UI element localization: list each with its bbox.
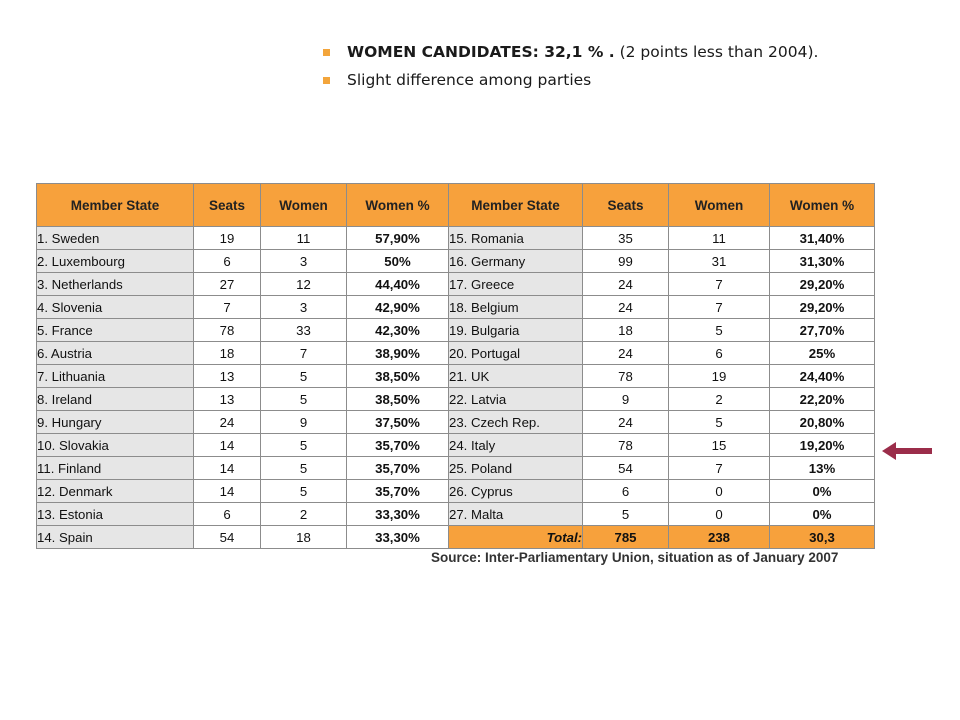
women-pct-cell: 50%	[347, 250, 449, 273]
women-pct-cell: 29,20%	[770, 296, 875, 319]
member-state-cell: 3. Netherlands	[37, 273, 194, 296]
seats-cell: 24	[194, 411, 261, 434]
women-cell: 6	[669, 342, 770, 365]
women-cell: 33	[261, 319, 347, 342]
women-cell: 19	[669, 365, 770, 388]
seats-cell: 14	[194, 434, 261, 457]
member-state-cell: 6. Austria	[37, 342, 194, 365]
seats-cell: 54	[583, 457, 669, 480]
seats-cell: 18	[583, 319, 669, 342]
bullet-marker	[323, 49, 330, 56]
member-state-cell: 16. Germany	[449, 250, 583, 273]
member-state-cell: 27. Malta	[449, 503, 583, 526]
bullet-bold-text: WOMEN CANDIDATES: 32,1 % .	[347, 43, 615, 61]
table-row-total	[37, 526, 875, 549]
header-women: Women	[669, 184, 770, 227]
member-state-cell: 17. Greece	[449, 273, 583, 296]
bullet-rest-text: (2 points less than 2004).	[614, 43, 819, 61]
women-cell: 18	[261, 526, 347, 549]
member-state-cell: 20. Portugal	[449, 342, 583, 365]
seats-cell: 24	[583, 296, 669, 319]
women-pct-cell: 38,50%	[347, 365, 449, 388]
header-women-pct: Women %	[770, 184, 875, 227]
header-women: Women	[261, 184, 347, 227]
women-cell: 5	[669, 411, 770, 434]
women-pct-cell: 35,70%	[347, 480, 449, 503]
seats-cell: 13	[194, 365, 261, 388]
total-label-cell: Total:	[449, 526, 583, 549]
seats-cell: 54	[194, 526, 261, 549]
women-cell: 7	[261, 342, 347, 365]
women-cell: 2	[669, 388, 770, 411]
women-cell: 11	[669, 227, 770, 250]
table-row	[37, 503, 875, 526]
seats-cell: 14	[194, 457, 261, 480]
member-state-cell: 7. Lithuania	[37, 365, 194, 388]
member-state-cell: 23. Czech Rep.	[449, 411, 583, 434]
women-pct-cell: 22,20%	[770, 388, 875, 411]
seats-cell: 7	[194, 296, 261, 319]
table-row	[37, 388, 875, 411]
table-row	[37, 434, 875, 457]
women-pct-cell: 42,90%	[347, 296, 449, 319]
member-state-cell: 14. Spain	[37, 526, 194, 549]
women-cell: 7	[669, 273, 770, 296]
total-pct-cell: 30,3	[770, 526, 875, 549]
header-member-state: Member State	[449, 184, 583, 227]
women-cell: 12	[261, 273, 347, 296]
table-row	[37, 227, 875, 250]
seats-cell: 24	[583, 273, 669, 296]
member-state-cell: 1. Sweden	[37, 227, 194, 250]
seats-cell: 6	[194, 250, 261, 273]
women-pct-cell: 57,90%	[347, 227, 449, 250]
women-pct-cell: 37,50%	[347, 411, 449, 434]
member-state-cell: 5. France	[37, 319, 194, 342]
seats-cell: 14	[194, 480, 261, 503]
women-pct-cell: 20,80%	[770, 411, 875, 434]
table-row	[37, 365, 875, 388]
seats-cell: 24	[583, 411, 669, 434]
seats-cell: 24	[583, 342, 669, 365]
women-pct-cell: 42,30%	[347, 319, 449, 342]
women-pct-cell: 24,40%	[770, 365, 875, 388]
table-row	[37, 457, 875, 480]
women-cell: 5	[261, 365, 347, 388]
member-state-cell: 9. Hungary	[37, 411, 194, 434]
women-pct-cell: 33,30%	[347, 526, 449, 549]
header-seats: Seats	[194, 184, 261, 227]
bullet-text	[347, 43, 818, 61]
bullet-marker	[323, 77, 330, 84]
member-state-cell: 12. Denmark	[37, 480, 194, 503]
member-state-cell: 8. Ireland	[37, 388, 194, 411]
women-pct-cell: 44,40%	[347, 273, 449, 296]
women-cell: 3	[261, 250, 347, 273]
table-body	[37, 227, 875, 549]
member-state-cell: 19. Bulgaria	[449, 319, 583, 342]
women-cell: 15	[669, 434, 770, 457]
women-pct-cell: 29,20%	[770, 273, 875, 296]
seats-cell: 9	[583, 388, 669, 411]
seats-cell: 6	[583, 480, 669, 503]
women-pct-cell: 35,70%	[347, 434, 449, 457]
source-note: Source: Inter-Parliamentary Union, situation as of January 2007	[431, 550, 839, 565]
women-pct-cell: 19,20%	[770, 434, 875, 457]
bullet-item	[323, 38, 818, 66]
table-row	[37, 273, 875, 296]
header-member-state: Member State	[37, 184, 194, 227]
member-state-cell: 26. Cyprus	[449, 480, 583, 503]
bullet-item	[323, 66, 818, 94]
women-pct-cell: 38,90%	[347, 342, 449, 365]
seats-cell: 78	[583, 365, 669, 388]
women-pct-cell: 31,40%	[770, 227, 875, 250]
women-cell: 3	[261, 296, 347, 319]
women-cell: 5	[261, 480, 347, 503]
member-state-cell: 24. Italy	[449, 434, 583, 457]
women-pct-cell: 38,50%	[347, 388, 449, 411]
table-row	[37, 480, 875, 503]
member-state-cell: 25. Poland	[449, 457, 583, 480]
member-state-cell: 22. Latvia	[449, 388, 583, 411]
table-row	[37, 296, 875, 319]
seats-cell: 78	[583, 434, 669, 457]
seats-cell: 6	[194, 503, 261, 526]
total-seats-cell: 785	[583, 526, 669, 549]
women-pct-cell: 27,70%	[770, 319, 875, 342]
seats-cell: 19	[194, 227, 261, 250]
women-cell: 7	[669, 457, 770, 480]
seats-cell: 18	[194, 342, 261, 365]
women-seats-table	[36, 183, 875, 549]
member-state-cell: 15. Romania	[449, 227, 583, 250]
women-cell: 31	[669, 250, 770, 273]
women-cell: 11	[261, 227, 347, 250]
table-row	[37, 250, 875, 273]
table-row	[37, 411, 875, 434]
total-women-cell: 238	[669, 526, 770, 549]
table-row	[37, 319, 875, 342]
women-cell: 0	[669, 480, 770, 503]
member-state-cell: 10. Slovakia	[37, 434, 194, 457]
table-header-row	[37, 184, 875, 227]
seats-cell: 35	[583, 227, 669, 250]
women-cell: 5	[669, 319, 770, 342]
seats-cell: 27	[194, 273, 261, 296]
women-cell: 0	[669, 503, 770, 526]
bullet-text: Slight difference among parties	[347, 71, 592, 89]
women-pct-cell: 13%	[770, 457, 875, 480]
women-pct-cell: 25%	[770, 342, 875, 365]
member-state-cell: 13. Estonia	[37, 503, 194, 526]
women-pct-cell: 35,70%	[347, 457, 449, 480]
women-pct-cell: 33,30%	[347, 503, 449, 526]
women-pct-cell: 31,30%	[770, 250, 875, 273]
left-arrow-icon	[882, 440, 934, 462]
seats-cell: 5	[583, 503, 669, 526]
member-state-cell: 4. Slovenia	[37, 296, 194, 319]
women-cell: 2	[261, 503, 347, 526]
member-state-cell: 21. UK	[449, 365, 583, 388]
member-state-cell: 11. Finland	[37, 457, 194, 480]
women-cell: 7	[669, 296, 770, 319]
header-women-pct: Women %	[347, 184, 449, 227]
table-row	[37, 342, 875, 365]
seats-cell: 13	[194, 388, 261, 411]
women-cell: 5	[261, 434, 347, 457]
header-seats: Seats	[583, 184, 669, 227]
women-pct-cell: 0%	[770, 480, 875, 503]
women-cell: 9	[261, 411, 347, 434]
women-cell: 5	[261, 388, 347, 411]
women-cell: 5	[261, 457, 347, 480]
women-pct-cell: 0%	[770, 503, 875, 526]
member-state-cell: 2. Luxembourg	[37, 250, 194, 273]
bullet-list	[323, 38, 818, 94]
seats-cell: 78	[194, 319, 261, 342]
member-state-cell: 18. Belgium	[449, 296, 583, 319]
seats-cell: 99	[583, 250, 669, 273]
